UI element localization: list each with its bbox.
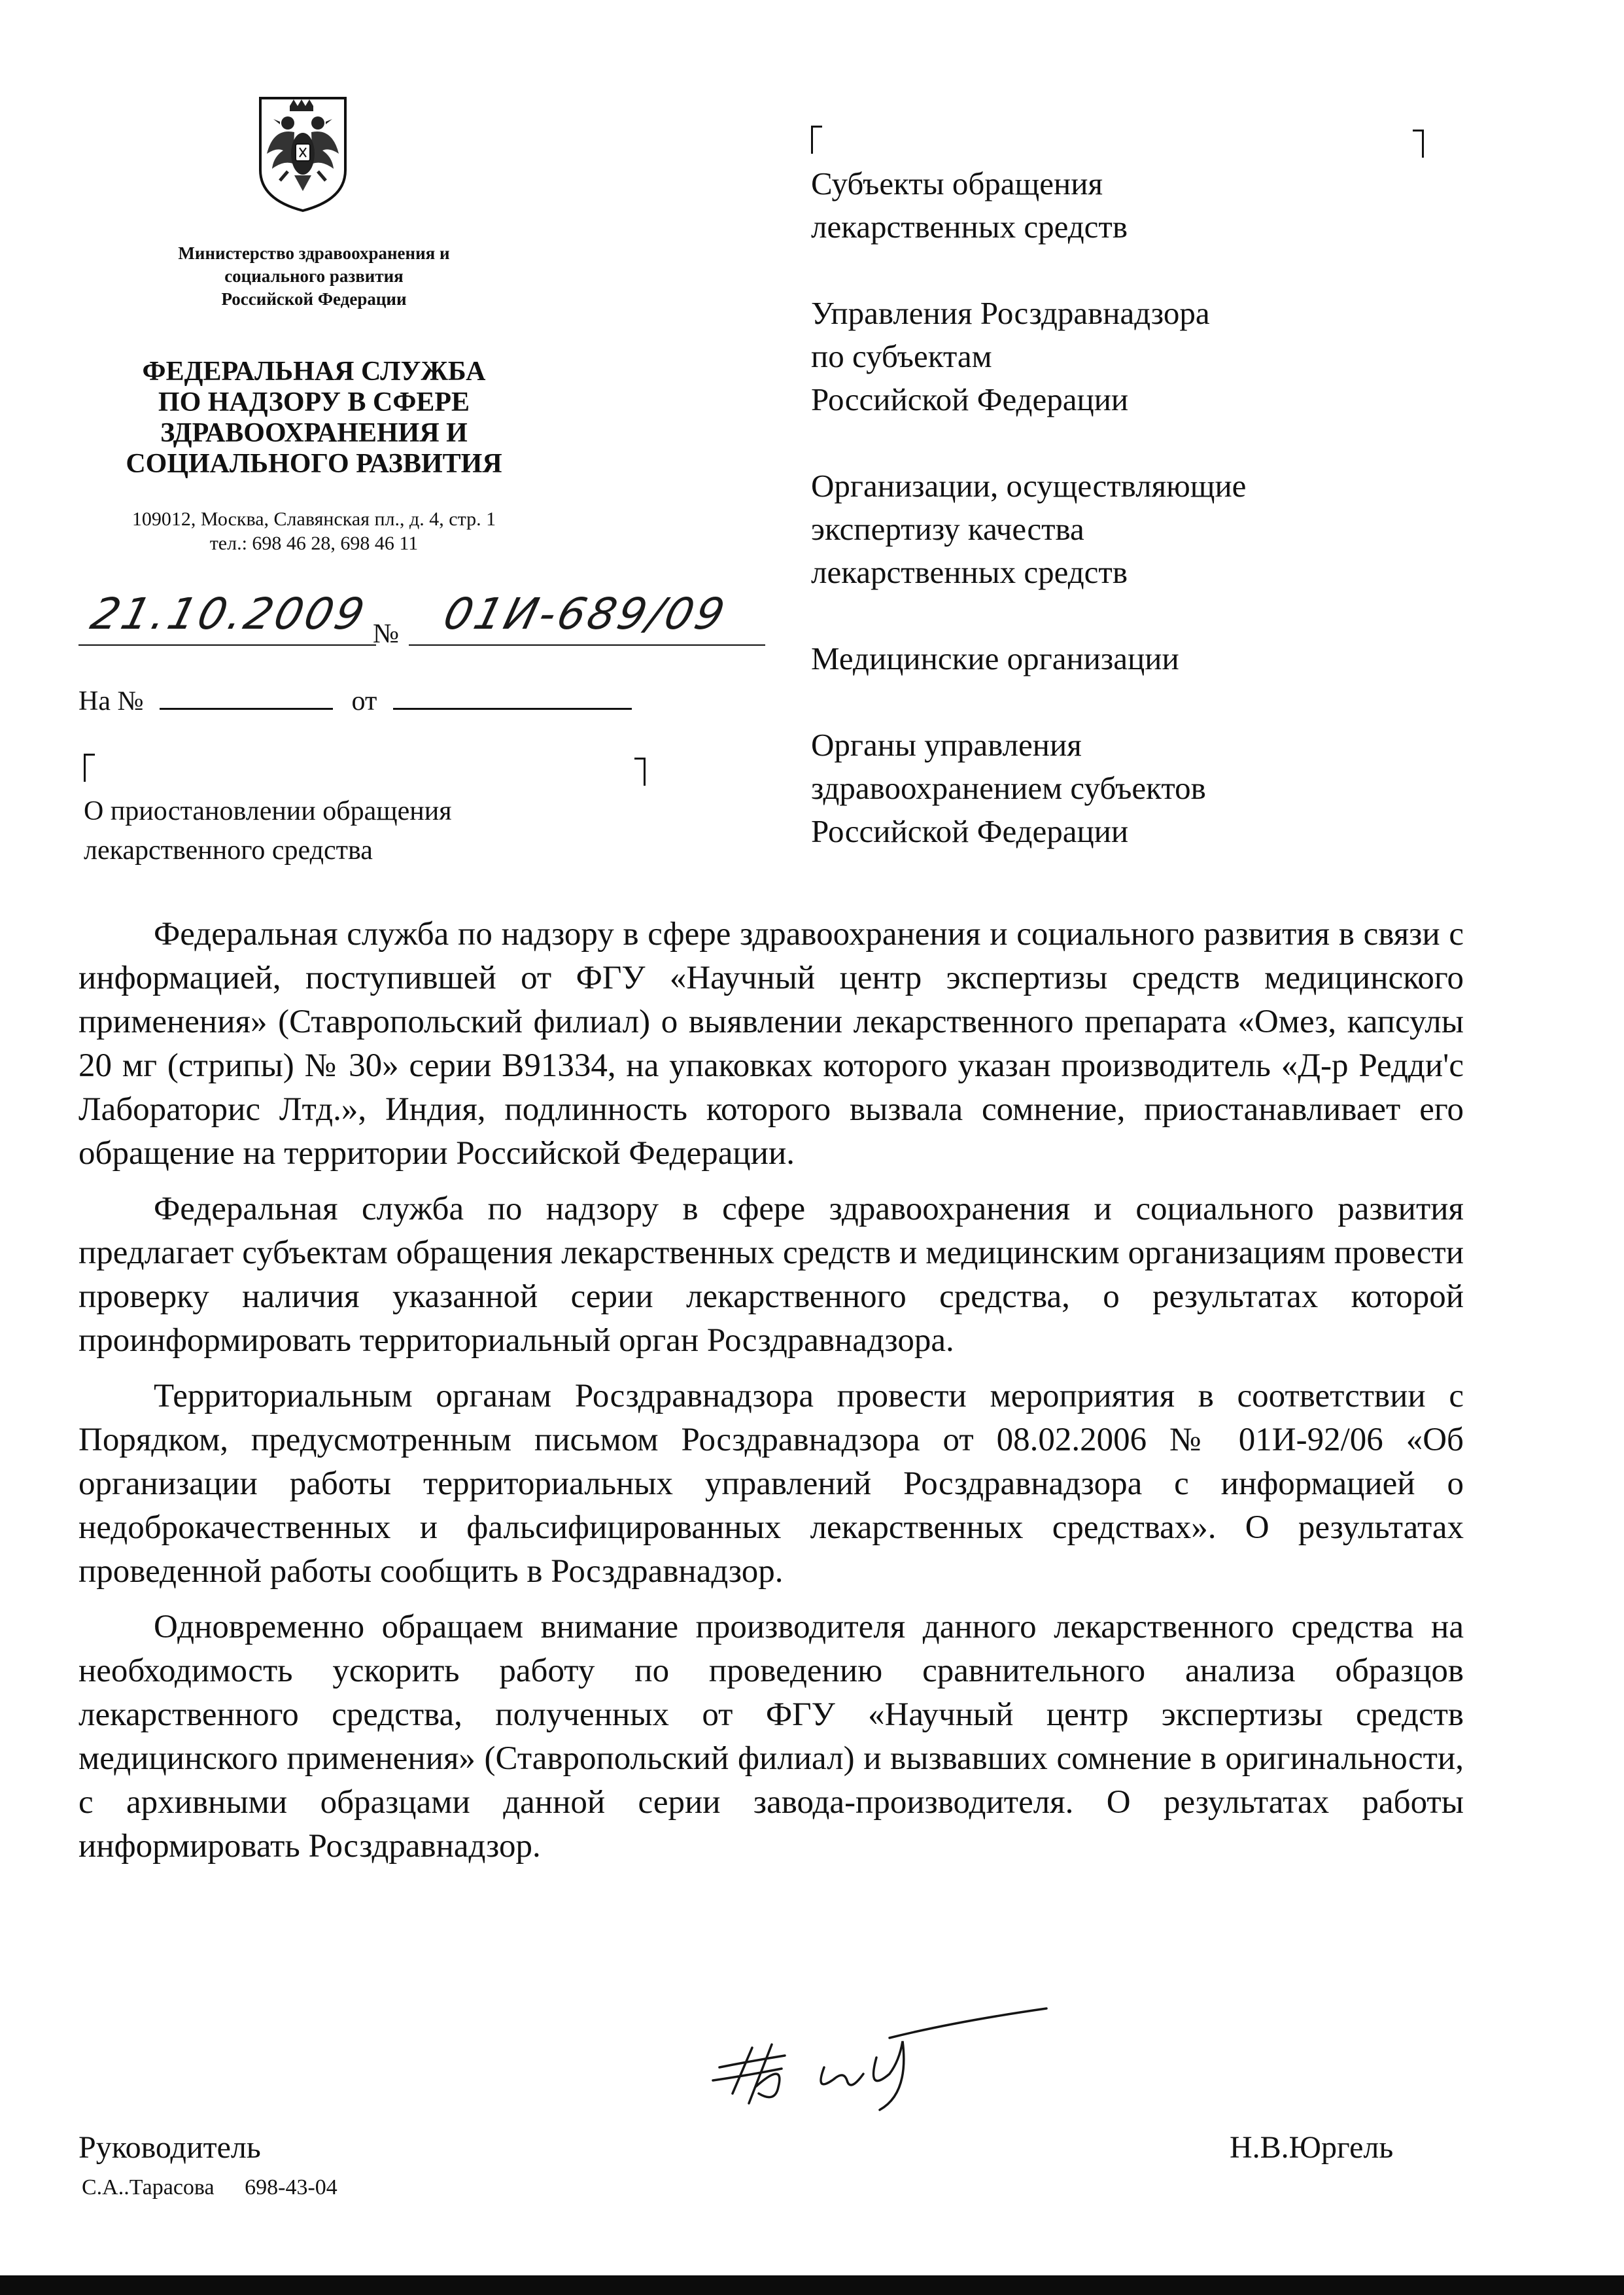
recipient-group — [811, 637, 1504, 680]
recipients-corner-left — [811, 126, 822, 154]
signatory-name: Н.В.Юргель — [1230, 2130, 1394, 2165]
coat-of-arms-emblem — [254, 92, 352, 216]
recipient-group — [811, 292, 1504, 421]
phone-line: тел.: 698 46 28, 698 46 11 — [209, 533, 419, 554]
recipients-list — [811, 162, 1504, 896]
recipient-line: Органы управления — [811, 727, 1082, 763]
body-paragraph: Федеральная служба по надзору в сфере здравоохранения и социального развития предлагает субъектам обращения лекарственных средств и медицинским организациям провести проверку наличия указанной серии лекарственного средства, о результатах которой проинформировать территориальный орган Росздравнадзора. — [78, 1191, 1464, 1359]
subject-corner-left — [84, 754, 95, 782]
number-underline — [409, 644, 765, 646]
address-line: 109012, Москва, Славянская пл., д. 4, стр. 1 — [131, 508, 496, 530]
letter-body — [78, 913, 1464, 1880]
ministry-name — [131, 242, 497, 311]
signatory-role: Руководитель — [78, 2130, 261, 2165]
reply-number-blank — [160, 688, 333, 710]
recipient-line: лекарственных средств — [811, 554, 1128, 590]
body-paragraph: Одновременно обращаем внимание производителя данного лекарственного средства на необходимость ускорить работу по проведению сравнительного анализа образцов лекарственного средства, полученных от ФГУ «Научный центр экспертизы средств медицинского применения» (Ставропольский филиал) и вызвавших сомнение в оригинальности, с архивными образцами данной серии завода-производителя. О результатах работы информировать Росздравнадзор. — [78, 1609, 1464, 1865]
subject-line: О приостановлении обращения — [84, 796, 452, 826]
ministry-line: Российской Федерации — [221, 289, 407, 309]
recipient-line: Российской Федерации — [811, 813, 1129, 849]
service-line: ЗДРАВООХРАНЕНИЯ И — [160, 418, 468, 448]
russian-coat-of-arms-icon — [254, 92, 352, 216]
recipients-corner-right — [1413, 130, 1424, 158]
service-name — [78, 357, 549, 480]
body-paragraph: Федеральная служба по надзору в сфере здравоохранения и социального развития в связи с информацией, поступившей от ФГУ «Научный центр экспертизы средств медицинского применения» (Ставропольский филиал) о выявлении лекарственного препарата «Омез, капсулы 20 мг (стрипы) № 30» серии B91334, на упаковках которого указан производитель «Д-р Редди'с Лабораторис Лтд.», Индия, подлинность которого вызвала сомнение, приостанавливает его обращение на территории Российской Федерации. — [78, 916, 1464, 1172]
ministry-line: Министерство здравоохранения и — [178, 243, 450, 263]
address-block — [78, 507, 549, 555]
recipient-line: по субъектам — [811, 338, 992, 374]
service-line: ПО НАДЗОРУ В СФЕРЕ — [158, 387, 470, 417]
scan-bottom-edge — [0, 2275, 1624, 2295]
ministry-line: социального развития — [224, 266, 404, 286]
recipient-line: Управления Росздравнадзора — [811, 295, 1210, 331]
number-sign: № — [373, 619, 400, 649]
recipient-line: экспертизу качества — [811, 511, 1084, 547]
recipient-group — [811, 464, 1504, 594]
executor-phone: 698-43-04 — [245, 2175, 337, 2199]
signature-scribble-icon — [693, 1995, 1073, 2126]
service-line: ФЕДЕРАЛЬНАЯ СЛУЖБА — [142, 357, 486, 387]
reply-reference-row — [78, 686, 632, 717]
body-paragraph: Территориальным органам Росздравнадзора провести мероприятия в соответствии с Порядком, предусмотренным письмом Росздравнадзора от 08.02.2006 № 01И-92/06 «Об организации работы территориальных управлений Росздравнадзора с информацией о недоброкачественных и фальсифицированных лекарственных средствах». О результатах проведенной работы сообщить в Росздравнадзор. — [78, 1378, 1464, 1590]
letter-subject — [84, 792, 581, 870]
reply-date-blank — [393, 688, 632, 710]
subject-line: лекарственного средства — [84, 835, 373, 866]
executor-info — [82, 2175, 337, 2200]
recipient-line: Российской Федерации — [811, 381, 1129, 417]
subject-corner-right — [634, 758, 646, 786]
executor-name: С.А..Тарасова — [82, 2175, 215, 2199]
recipient-line: лекарственных средств — [811, 209, 1128, 245]
recipient-line: Субъекты обращения — [811, 166, 1103, 201]
recipient-group — [811, 724, 1504, 853]
recipient-group — [811, 162, 1504, 249]
recipient-line: здравоохранением субъектов — [811, 770, 1206, 806]
date-underline — [78, 644, 376, 646]
service-line: СОЦИАЛЬНОГО РАЗВИТИЯ — [126, 449, 502, 479]
handwritten-number: 01И-689/09 — [438, 589, 733, 639]
reply-from-label: от — [351, 686, 377, 716]
recipient-line: Организации, осуществляющие — [811, 468, 1247, 504]
handwritten-signature — [693, 1995, 1073, 2126]
recipient-line: Медицинские организации — [811, 640, 1179, 676]
handwritten-date: 21.10.2009 — [86, 589, 372, 639]
reply-number-label: На № — [78, 686, 144, 716]
